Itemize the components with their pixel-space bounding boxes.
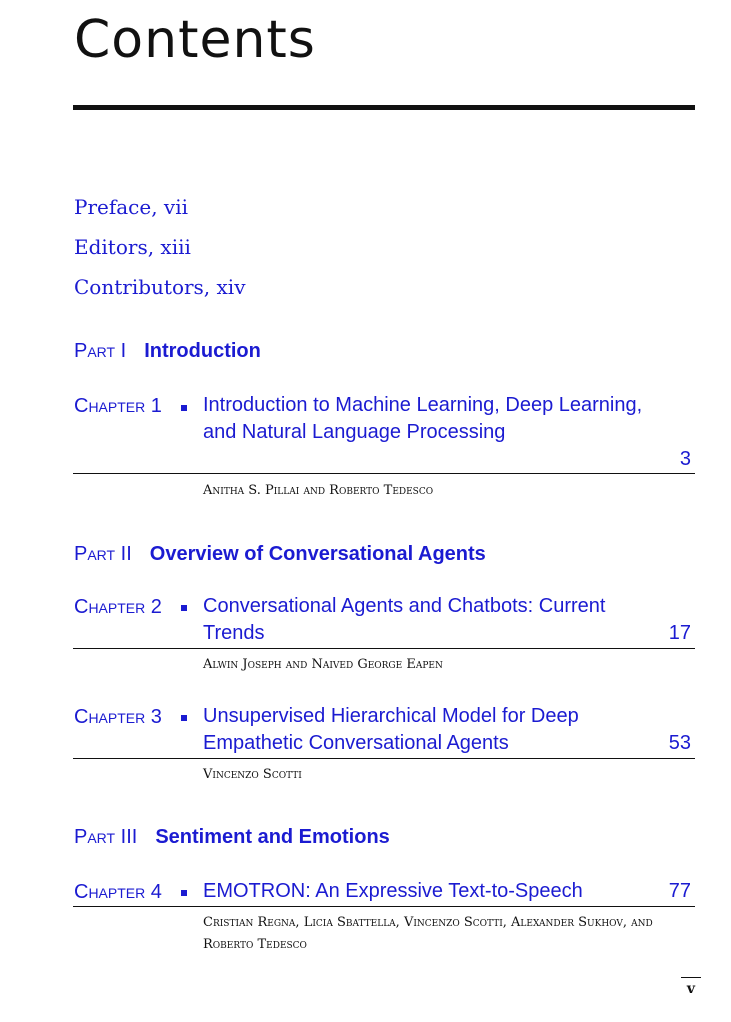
chapter-authors: Alwin Joseph and Naived George Eapen — [203, 657, 443, 672]
bullet-icon — [181, 715, 187, 721]
chapter-label: Chapter 3 — [74, 706, 162, 728]
chapter-page-number[interactable]: 17 — [668, 622, 691, 644]
chapter-rule — [73, 473, 695, 474]
part-label: Part I — [74, 340, 127, 362]
chapter-title[interactable]: Unsupervised Hierarchical Model for Deep Empathetic Conversational Agents — [203, 705, 579, 754]
folio-rule — [681, 977, 701, 978]
chapter-title[interactable]: Conversational Agents and Chatbots: Current Trends — [203, 595, 606, 644]
page-title: Contents — [74, 10, 316, 70]
chapter-label: Chapter 2 — [74, 596, 162, 618]
part-title: Overview of Conversational Agents — [149, 543, 486, 565]
bullet-icon — [181, 605, 187, 611]
chapter-authors: Vincenzo Scotti — [203, 767, 302, 782]
part-label: Part III — [74, 826, 138, 848]
toc-link-editors[interactable]: Editors, xiii — [74, 235, 191, 259]
bullet-icon — [181, 405, 187, 411]
bullet-icon — [181, 890, 187, 896]
chapter-authors: Cristian Regna, Licia Sbattella, Vincenzo Scotti, Alexander Sukhov, and Roberto Tedesco — [203, 915, 653, 952]
toc-link-contributors[interactable]: Contributors, xiv — [74, 275, 246, 299]
chapter-label: Chapter 4 — [74, 881, 162, 903]
chapter-page-number[interactable]: 3 — [679, 448, 691, 470]
part-heading[interactable] — [74, 824, 390, 850]
part-title: Sentiment and Emotions — [155, 826, 390, 848]
toc-link-preface[interactable]: Preface, vii — [74, 195, 189, 219]
part-heading[interactable] — [74, 541, 486, 567]
chapter-page-number[interactable]: 77 — [668, 880, 691, 902]
chapter-label: Chapter 1 — [74, 395, 162, 417]
part-heading[interactable] — [74, 338, 261, 364]
part-label: Part II — [74, 543, 132, 565]
page-number: v — [686, 981, 696, 997]
chapter-rule — [73, 906, 695, 907]
chapter-rule — [73, 758, 695, 759]
chapter-title[interactable]: Introduction to Machine Learning, Deep Learning, and Natural Language Processing — [203, 394, 643, 443]
chapter-title[interactable]: EMOTRON: An Expressive Text-to-Speech — [203, 880, 583, 902]
title-divider — [73, 105, 695, 110]
chapter-page-number[interactable]: 53 — [668, 732, 691, 754]
part-title: Introduction — [144, 340, 261, 362]
chapter-rule — [73, 648, 695, 649]
chapter-authors: Anitha S. Pillai and Roberto Tedesco — [203, 483, 434, 498]
